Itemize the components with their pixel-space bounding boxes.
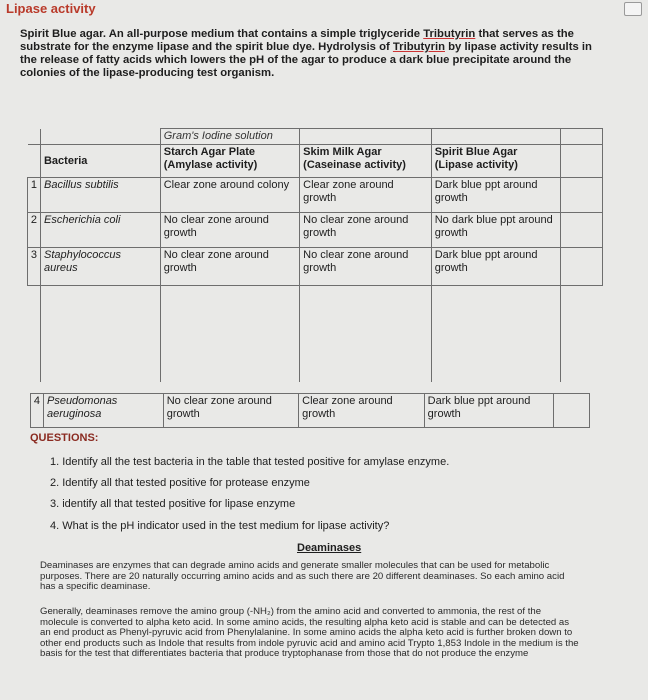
- col-header-skim: Skim Milk Agar (Caseinase activity): [300, 145, 432, 178]
- question-item: 3. identify all that tested positive for lipase enzyme: [50, 498, 296, 510]
- starch-cell: Clear zone around colony: [160, 178, 299, 213]
- table-row: [28, 178, 603, 213]
- results-table-row4: [30, 393, 590, 428]
- table-row: [28, 213, 603, 248]
- intro-text-1: An all-purpose medium that contains a simple triglyceride: [106, 28, 424, 40]
- row-number: 1: [28, 178, 41, 213]
- deaminases-paragraph-1: Deaminases are enzymes that can degrade amino acids and generate smaller molecules that can be used for metabolic purposes. There are 20 naturally occurring amino acids and as such there are 20 different deaminases. So each amino acid has a specific deaminase.: [40, 560, 565, 593]
- skim-cell: Clear zone around growth: [299, 394, 425, 428]
- intro-text-3: by lipase activity results in the release of fatty acids which lowers the pH of the agar to produce a dark blue precipitate around the colonies of the lipase-producing test organism.: [20, 41, 592, 79]
- group-header: Gram's Iodine solution: [160, 129, 299, 145]
- term-tributyrin-2: Tributyrin: [392, 41, 445, 53]
- col-header-starch: Starch Agar Plate (Amylase activity): [160, 145, 299, 178]
- intro-paragraph: [20, 28, 610, 80]
- col-header-bacteria: Bacteria: [40, 145, 160, 178]
- bacteria-cell: Bacillus subtilis: [40, 178, 160, 213]
- bacteria-cell: Pseudomonas aeruginosa: [43, 394, 163, 428]
- table-row: [31, 394, 590, 428]
- starch-cell: No clear zone around growth: [163, 394, 298, 428]
- intro-lead: Spirit Blue agar.: [20, 28, 107, 40]
- results-table: [27, 128, 603, 382]
- intro-text-2: that serves as the substrate for the enzyme lipase and the spirit blue dye. Hydrolysis of: [20, 28, 574, 53]
- term-tributyrin-1: Tributyrin: [423, 28, 476, 40]
- row-number: 3: [28, 248, 41, 286]
- spirit-cell: No dark blue ppt around growth: [431, 213, 560, 248]
- col-header-spirit: Spirit Blue Agar (Lipase activity): [431, 145, 560, 178]
- window-icon[interactable]: [624, 2, 642, 16]
- question-item: 4. What is the pH indicator used in the test medium for lipase activity?: [50, 520, 390, 532]
- spirit-cell: Dark blue ppt around growth: [424, 394, 553, 428]
- question-item: 2. Identify all that tested positive for protease enzyme: [50, 477, 310, 489]
- questions-section: [30, 432, 450, 532]
- deaminases-paragraph-2: Generally, deaminases remove the amino group (-NH₂) from the amino acid and converted to ammonia, the rest of the molecule is converted to alpha keto acid. In some amino acids, the resulting alpha keto acid is stable and can be detected as an end product as Phenyl-pyruvic acid from Phenylalanine. In some amino acids the alpha keto acid is further broken down to other end products such as Indole that results from indole pyruvic acid and amino acid Trypto 1,853 Indole in the medium is the basis for the test that differentiates bacteria that produce tryptophanase from those that do not produce the enzyme: [40, 606, 579, 660]
- skim-cell: Clear zone around growth: [300, 178, 432, 213]
- row-number: 4: [31, 394, 44, 428]
- skim-cell: No clear zone around growth: [300, 213, 432, 248]
- questions-heading: QUESTIONS:: [30, 432, 99, 444]
- table-row: [28, 248, 603, 286]
- bacteria-cell: Escherichia coli: [40, 213, 160, 248]
- question-item: 1. Identify all the test bacteria in the table that tested positive for amylase enzyme.: [50, 456, 450, 468]
- spirit-cell: Dark blue ppt around growth: [431, 248, 560, 286]
- page-title: Lipase activity: [6, 1, 96, 16]
- starch-cell: No clear zone around growth: [160, 213, 299, 248]
- row-number: 2: [28, 213, 41, 248]
- bacteria-cell: Staphylococcus aureus: [40, 248, 160, 286]
- spirit-cell: Dark blue ppt around growth: [431, 178, 560, 213]
- skim-cell: No clear zone around growth: [300, 248, 432, 286]
- starch-cell: No clear zone around growth: [160, 248, 299, 286]
- deaminases-heading: Deaminases: [297, 542, 362, 554]
